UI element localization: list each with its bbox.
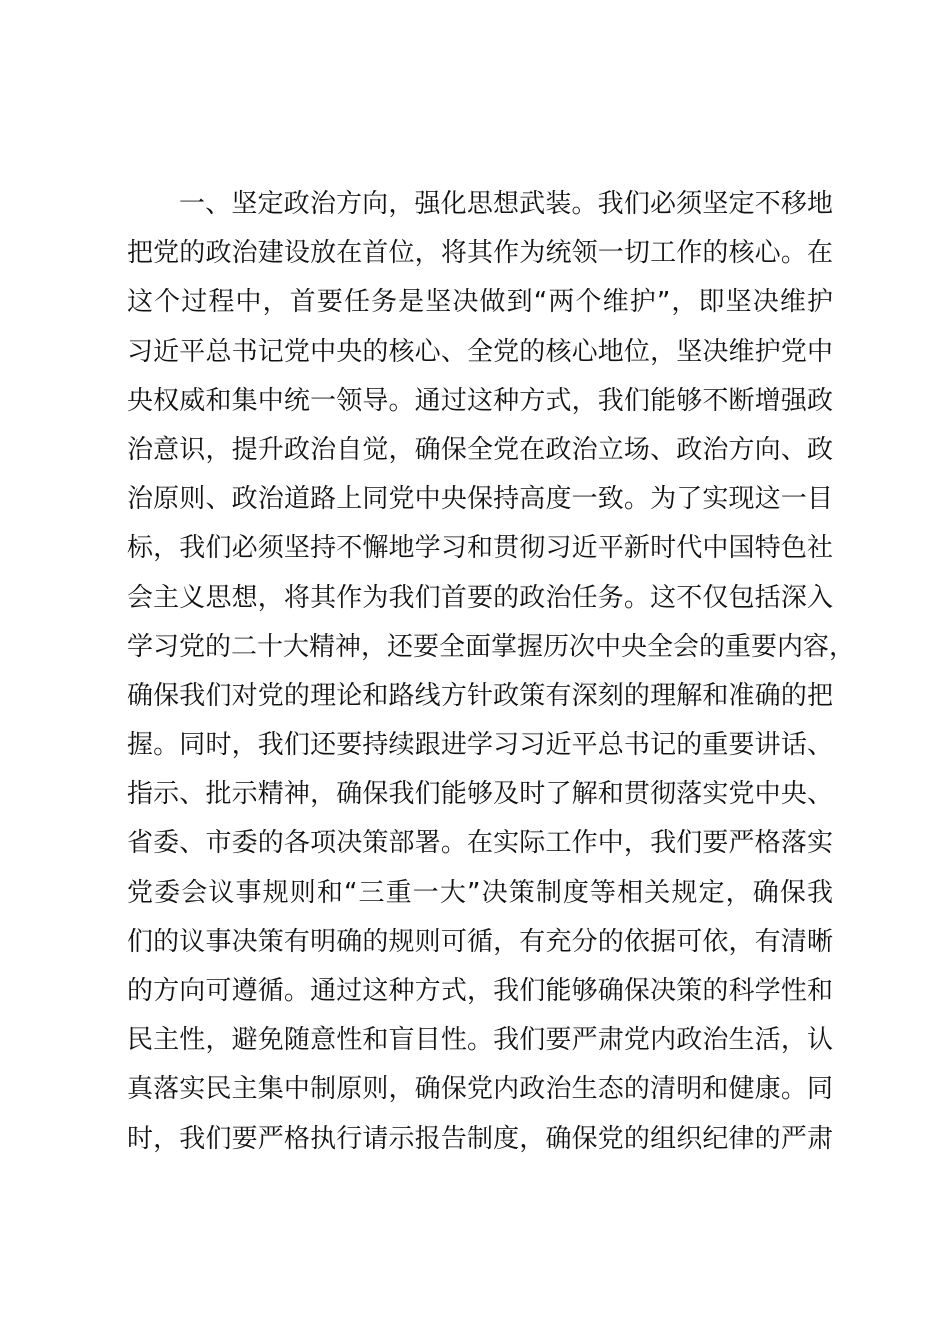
paragraph-line: 握。同时，我们还要持续跟进学习习近平总书记的重要讲话、	[127, 730, 833, 761]
paragraph-line: 真落实民主集中制原则，确保党内政治生态的清明和健康。同	[127, 1074, 833, 1105]
paragraph-line: 央权威和集中统一领导。通过这种方式，我们能够不断增强政	[127, 385, 833, 416]
paragraph-line: 的方向可遵循。通过这种方式，我们能够确保决策的科学性和	[127, 976, 833, 1006]
paragraph-line: 们的议事决策有明确的规则可循，有充分的依据可依，有清晰	[127, 926, 833, 957]
paragraph-line: 一、坚定政治方向，强化思想武装。我们必须坚定不移地	[179, 189, 833, 219]
paragraph-line: 民主性，避免随意性和盲目性。我们要严肃党内政治生活，认	[127, 1025, 833, 1056]
paragraph-line: 会主义思想，将其作为我们首要的政治任务。这不仅包括深入	[127, 582, 833, 613]
body-paragraph	[127, 180, 856, 1164]
paragraph-line: 把党的政治建设放在首位，将其作为统领一切工作的核心。在	[127, 238, 833, 269]
paragraph-line: 学习党的二十大精神，还要全面掌握历次中央全会的重要内容，	[127, 631, 856, 662]
paragraph-line: 确保我们对党的理论和路线方针政策有深刻的理解和准确的把	[127, 680, 833, 711]
paragraph-line: 省委、市委的各项决策部署。在实际工作中，我们要严格落实	[127, 828, 833, 859]
paragraph-line: 习近平总书记党中央的核心、全党的核心地位，坚决维护党中	[127, 336, 833, 367]
paragraph-line: 治意识，提升政治自觉，确保全党在政治立场、政治方向、政	[127, 434, 833, 465]
paragraph-line: 这个过程中，首要任务是坚决做到“两个维护”，即坚决维护	[127, 287, 833, 318]
paragraph-line: 标，我们必须坚持不懈地学习和贯彻习近平新时代中国特色社	[127, 533, 833, 564]
paragraph-line: 时，我们要严格执行请示报告制度，确保党的组织纪律的严肃	[127, 1123, 833, 1154]
paragraph-line: 治原则、政治道路上同党中央保持高度一致。为了实现这一目	[127, 484, 833, 515]
paragraph-line: 指示、批示精神，确保我们能够及时了解和贯彻落实党中央、	[127, 779, 833, 810]
paragraph-line: 党委会议事规则和“三重一大”决策制度等相关规定，确保我	[127, 877, 833, 908]
